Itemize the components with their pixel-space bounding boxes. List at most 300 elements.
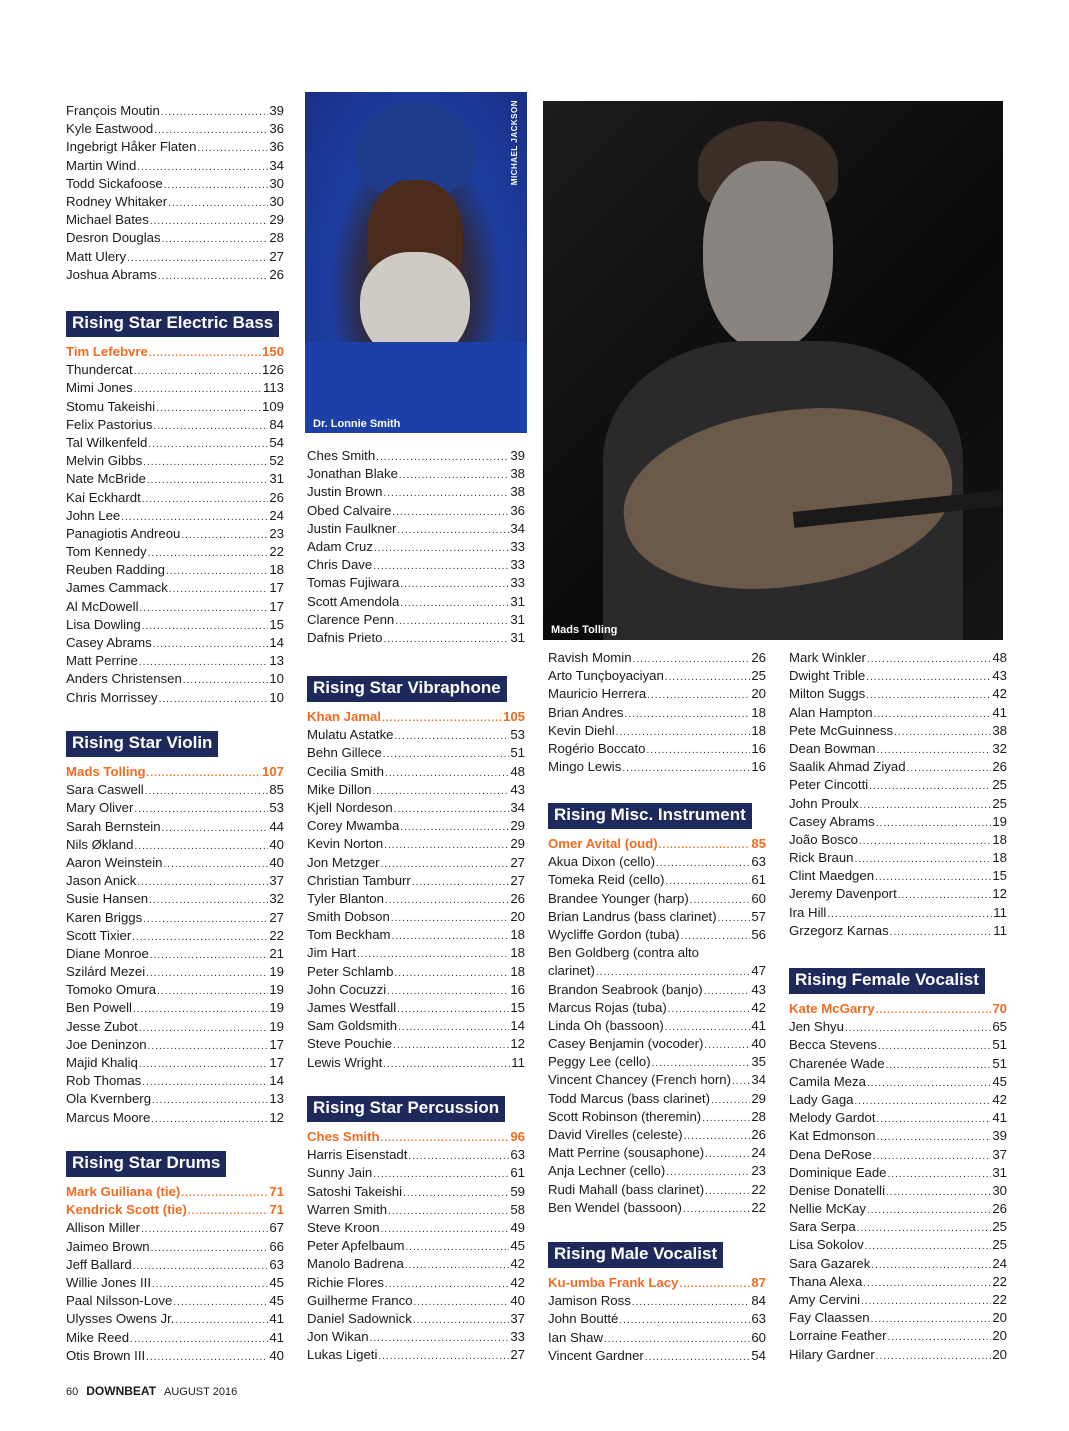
- list-item: [548, 1017, 766, 1035]
- leader-dots: [412, 874, 510, 892]
- entry-name: Matt Ulery: [66, 248, 127, 264]
- list-item: [66, 872, 284, 890]
- column-3: [548, 649, 766, 776]
- entry-name: Majid Khaliq: [66, 1055, 138, 1070]
- entry-votes: 37: [269, 873, 284, 889]
- list-item: [789, 740, 1007, 758]
- list-item: [307, 872, 525, 890]
- entry-votes: 42: [992, 1091, 1007, 1107]
- entry-votes: 27: [269, 248, 284, 264]
- entry-votes: 71: [269, 1202, 284, 1218]
- entry-votes: 35: [751, 1054, 766, 1070]
- entry-votes: 12: [269, 1109, 284, 1125]
- entry-name: Scott Tixier: [66, 927, 132, 943]
- bass-continued-list: [66, 102, 284, 284]
- leader-dots: [702, 1110, 750, 1128]
- entry-votes: 150: [261, 344, 284, 359]
- list-item: [307, 817, 525, 835]
- leader-dots: [647, 742, 751, 760]
- issue-date: AUGUST 2016: [164, 1386, 238, 1398]
- leader-dots: [137, 874, 268, 892]
- entry-votes: 32: [992, 740, 1007, 756]
- entry-votes: 22: [269, 544, 284, 560]
- list-item: [66, 927, 284, 945]
- entry-name: David Virelles (celeste): [548, 1127, 683, 1142]
- list-item: [66, 854, 284, 872]
- list-item: [307, 1219, 525, 1237]
- entry-votes: 16: [510, 981, 525, 997]
- leader-dots: [871, 1311, 992, 1329]
- entry-votes: 31: [510, 593, 525, 609]
- entry-name: Jason Anick: [66, 873, 137, 889]
- entry-votes: 18: [510, 927, 525, 943]
- entry-name: Becca Stevens: [789, 1037, 877, 1053]
- entry-votes: 48: [510, 763, 525, 779]
- entry-name: Joe Deninzon: [66, 1036, 147, 1052]
- entry-votes: 13: [269, 653, 284, 669]
- list-item: [66, 963, 284, 981]
- list-item: [548, 1181, 766, 1199]
- list-item: [548, 1199, 766, 1217]
- list-item: [789, 758, 1007, 776]
- entry-name: Dena DeRose: [789, 1146, 872, 1162]
- list-item: [66, 652, 284, 670]
- entry-name: Paal Nilsson-Love: [66, 1293, 173, 1309]
- leader-dots: [867, 1075, 991, 1093]
- entry-name: Dominique Eade: [789, 1164, 887, 1180]
- entry-votes: 11: [511, 1054, 525, 1070]
- entry-name: Kate McGarry: [789, 1001, 875, 1016]
- list-item: [66, 211, 284, 229]
- list-item: [66, 818, 284, 836]
- leader-dots: [139, 1020, 268, 1038]
- entry-votes: 63: [751, 1311, 766, 1327]
- list-item: [66, 836, 284, 854]
- leader-dots: [159, 691, 269, 709]
- entry-votes: 63: [751, 854, 766, 870]
- entry-name: Thana Alexa: [789, 1273, 863, 1289]
- entry-name: Panagiotis Andreou: [66, 525, 181, 541]
- leader-dots: [141, 1221, 268, 1239]
- leader-dots: [878, 1038, 991, 1056]
- leader-dots: [133, 1258, 269, 1276]
- entry-votes: 22: [751, 1181, 766, 1197]
- leader-dots: [391, 910, 510, 928]
- leader-dots: [394, 801, 510, 819]
- entry-votes: 59: [510, 1183, 525, 1199]
- entry-name: John Proulx: [789, 795, 859, 811]
- list-item: [66, 981, 284, 999]
- leader-dots: [384, 631, 510, 649]
- winner-row: [66, 763, 284, 781]
- list-item: [66, 634, 284, 652]
- list-item: [66, 193, 284, 211]
- column-1: [66, 102, 284, 284]
- entry-name: Dafnis Prieto: [307, 629, 383, 645]
- entry-name: Clarence Penn: [307, 611, 395, 627]
- leader-dots: [150, 947, 268, 965]
- entry-name: Kendrick Scott (tie): [66, 1202, 187, 1218]
- leader-dots: [387, 983, 509, 1001]
- list-item: [789, 1255, 1007, 1273]
- entry-votes: 40: [269, 854, 284, 870]
- entry-votes: 18: [751, 704, 766, 720]
- list-item: [66, 489, 284, 507]
- list-item: [789, 685, 1007, 703]
- list-item: [548, 890, 766, 908]
- entry-votes: 87: [751, 1275, 766, 1290]
- entry-votes: 17: [269, 598, 284, 614]
- leader-dots: [143, 454, 268, 472]
- percussion-section: [307, 1096, 525, 1364]
- winner-row: [789, 1000, 1007, 1018]
- entry-votes: 40: [269, 1347, 284, 1363]
- leader-dots: [148, 545, 269, 563]
- list-item: [789, 1236, 1007, 1254]
- entry-votes: 17: [269, 1055, 284, 1070]
- leader-dots: [863, 1275, 991, 1293]
- list-item: [66, 890, 284, 908]
- leader-dots: [147, 472, 268, 490]
- leader-dots: [392, 928, 510, 946]
- entry-votes: 61: [751, 872, 766, 888]
- list-item: [789, 867, 1007, 885]
- list-item: [548, 1162, 766, 1180]
- entry-name: Ches Smith: [307, 448, 376, 463]
- percussion-list: [307, 1128, 525, 1364]
- photo-credit: MICHAEL JACKSON: [510, 100, 519, 186]
- list-item: [548, 667, 766, 685]
- list-item: [548, 704, 766, 722]
- entry-name: Hilary Gardner: [789, 1346, 875, 1362]
- list-item: [66, 157, 284, 175]
- list-item: [307, 1328, 525, 1346]
- list-item: [548, 758, 766, 776]
- entry-votes: 71: [269, 1184, 284, 1199]
- entry-name: Mimi Jones: [66, 380, 133, 396]
- entry-votes: 20: [992, 1346, 1007, 1362]
- list-item: [789, 1182, 1007, 1200]
- entry-name: Desron Douglas: [66, 230, 161, 246]
- leader-dots: [162, 231, 269, 249]
- entry-name: Daniel Sadownick: [307, 1310, 412, 1326]
- leader-dots: [181, 527, 268, 545]
- entry-name: Chris Morrissey: [66, 689, 158, 705]
- leader-dots: [399, 467, 509, 485]
- entry-votes: 126: [261, 362, 284, 378]
- list-item: [307, 781, 525, 799]
- list-item: [789, 667, 1007, 685]
- entry-name: Christian Tamburr: [307, 872, 411, 888]
- entry-votes: 26: [510, 890, 525, 906]
- list-item: [307, 1183, 525, 1201]
- list-item: [66, 670, 284, 688]
- list-item: [66, 799, 284, 817]
- violin-list: [66, 763, 284, 1127]
- entry-name: Ku-umba Frank Lacy: [548, 1275, 679, 1290]
- entry-name: Ingebrigt Håker Flaten: [66, 139, 197, 155]
- entry-name: Peter Cincotti: [789, 777, 869, 793]
- entry-name: Mike Reed: [66, 1329, 130, 1345]
- list-item: [789, 649, 1007, 667]
- entry-name: Mingo Lewis: [548, 759, 622, 775]
- entry-votes: 105: [502, 709, 525, 724]
- leader-dots: [161, 104, 269, 122]
- entry-votes: 15: [269, 616, 284, 632]
- entry-name: Thundercat: [66, 362, 133, 378]
- entry-name: Ira Hill: [789, 904, 827, 920]
- list-item: [66, 266, 284, 284]
- entry-votes: 25: [992, 1237, 1007, 1253]
- leader-dots: [183, 672, 269, 690]
- male-vocalist-continued-list: [789, 649, 1007, 940]
- entry-votes: 31: [510, 611, 525, 627]
- entry-votes: 20: [992, 1310, 1007, 1326]
- leader-dots: [134, 363, 261, 381]
- leader-dots: [370, 1330, 510, 1348]
- list-item: [307, 483, 525, 501]
- entry-name: John Lee: [66, 507, 121, 523]
- entry-votes: 34: [510, 520, 525, 536]
- entry-name: Milton Suggs: [789, 686, 866, 702]
- entry-name: Kat Edmonson: [789, 1128, 876, 1144]
- leader-dots: [393, 1037, 509, 1055]
- entry-name: Mark Guiliana (tie): [66, 1184, 181, 1199]
- winner-row: [548, 835, 766, 853]
- entry-name: Willie Jones III: [66, 1274, 152, 1290]
- leader-dots: [732, 1073, 750, 1091]
- entry-name: Diane Monroe: [66, 945, 149, 961]
- leader-dots: [392, 504, 509, 522]
- list-item: [307, 799, 525, 817]
- leader-dots: [860, 797, 992, 815]
- leader-dots: [857, 1220, 992, 1238]
- entry-votes: 26: [751, 650, 766, 665]
- entry-votes: 12: [992, 886, 1007, 902]
- list-item: [307, 1292, 525, 1310]
- entry-name: Karen Briggs: [66, 909, 143, 925]
- entry-name: Charenée Wade: [789, 1055, 885, 1071]
- entry-votes: 41: [992, 1110, 1007, 1126]
- list-item: [66, 398, 284, 416]
- list-item: [66, 175, 284, 193]
- entry-name: Tom Beckham: [307, 927, 391, 943]
- face-shape: [703, 161, 833, 351]
- leader-dots: [400, 576, 509, 594]
- entry-votes: 31: [510, 629, 525, 645]
- entry-name: Denise Donatelli: [789, 1182, 886, 1198]
- entry-votes: 21: [269, 945, 284, 961]
- entry-name: João Bosco: [789, 831, 858, 847]
- list-item: [789, 813, 1007, 831]
- list-item: [548, 740, 766, 758]
- magazine-name: DOWNBEAT: [86, 1384, 157, 1398]
- entry-votes: 27: [510, 854, 525, 870]
- entry-votes: 17: [269, 1036, 284, 1052]
- female-vocalist-list: [789, 1000, 1007, 1364]
- entry-votes: 37: [992, 1146, 1007, 1162]
- leader-dots: [898, 887, 992, 905]
- list-item: [548, 649, 766, 667]
- list-item: [66, 1090, 284, 1108]
- entry-name: Marcus Rojas (tuba): [548, 999, 667, 1015]
- entry-votes: 39: [992, 1128, 1007, 1144]
- leader-dots: [388, 1203, 509, 1221]
- misc-instrument-section: [548, 803, 766, 1217]
- entry-votes: 60: [751, 890, 766, 906]
- list-item: [66, 689, 284, 707]
- entry-votes: 45: [992, 1073, 1007, 1089]
- entry-votes: 24: [269, 507, 284, 523]
- entry-name: Jeremy Davenport: [789, 886, 897, 902]
- winner-row: [548, 1274, 766, 1292]
- entry-votes: 45: [269, 1293, 284, 1309]
- drums-list: [66, 1183, 284, 1365]
- entry-name: Stomu Takeishi: [66, 398, 156, 414]
- winner-row: [66, 343, 284, 361]
- leader-dots: [130, 1331, 268, 1349]
- leader-dots: [855, 851, 992, 869]
- leader-dots: [869, 778, 991, 796]
- entry-name: Justin Faulkner: [307, 520, 397, 536]
- leader-dots: [711, 1092, 750, 1110]
- list-item: [307, 926, 525, 944]
- entry-votes: 23: [269, 525, 284, 541]
- list-item: [307, 1255, 525, 1273]
- entry-name: Melvin Gibbs: [66, 453, 143, 469]
- leader-dots: [704, 1037, 750, 1055]
- leader-dots: [395, 728, 510, 746]
- entry-name: Sam Goldsmith: [307, 1018, 398, 1034]
- entry-name: Ola Kvernberg: [66, 1091, 152, 1107]
- entry-name: François Moutin: [66, 103, 160, 118]
- leader-dots: [403, 1185, 509, 1203]
- entry-votes: 40: [751, 1036, 766, 1052]
- leader-dots: [397, 1001, 509, 1019]
- entry-votes: 66: [269, 1238, 284, 1254]
- entry-votes: 18: [269, 562, 284, 578]
- leader-dots: [867, 651, 991, 669]
- entry-name: Rudi Mahall (bass clarinet): [548, 1181, 705, 1197]
- leader-dots: [398, 1019, 509, 1037]
- photo-caption: Mads Tolling: [551, 624, 618, 636]
- list-item: [307, 908, 525, 926]
- entry-votes: 44: [269, 818, 284, 834]
- list-item: [66, 379, 284, 397]
- entry-votes: 16: [751, 740, 766, 756]
- list-item: [307, 1054, 525, 1072]
- entry-votes: 85: [269, 782, 284, 798]
- list-item: [307, 763, 525, 781]
- entry-name: Adam Cruz: [307, 538, 373, 554]
- list-item: [307, 465, 525, 483]
- leader-dots: [151, 1240, 269, 1258]
- list-item: [66, 1310, 284, 1328]
- list-item: [307, 744, 525, 762]
- entry-name: Camila Meza: [789, 1073, 866, 1089]
- entry-votes: 31: [992, 1164, 1007, 1180]
- list-item: [789, 1291, 1007, 1309]
- list-item: [789, 831, 1007, 849]
- entry-name: Sara Serpa: [789, 1219, 856, 1235]
- entry-name: Allison Miller: [66, 1220, 141, 1236]
- leader-dots: [619, 1312, 750, 1330]
- list-item: [307, 447, 525, 465]
- list-item: [307, 1274, 525, 1292]
- list-item: [66, 229, 284, 247]
- entry-votes: 57: [751, 908, 766, 924]
- list-item: [66, 1292, 284, 1310]
- entry-votes: 65: [992, 1019, 1007, 1035]
- leader-dots: [395, 613, 509, 631]
- entry-name: Mike Dillon: [307, 781, 372, 797]
- entry-votes: 26: [269, 266, 284, 282]
- section-header: Rising Star Electric Bass: [66, 311, 279, 337]
- list-item: [789, 1127, 1007, 1145]
- winner-row: [307, 708, 525, 726]
- entry-name: Wycliffe Gordon (tuba): [548, 926, 680, 942]
- leader-dots: [151, 1111, 268, 1129]
- entry-name: Dean Bowman: [789, 740, 876, 756]
- leader-dots: [385, 765, 509, 783]
- list-item: [789, 1164, 1007, 1182]
- male-vocalist-list: [548, 1274, 766, 1365]
- leader-dots: [683, 1201, 750, 1219]
- leader-dots: [625, 706, 751, 724]
- leader-dots: [148, 436, 268, 454]
- entry-name: Grzegorz Karnas: [789, 922, 889, 938]
- list-item: [307, 1035, 525, 1053]
- entry-votes: 42: [510, 1274, 525, 1290]
- entry-votes: 41: [269, 1329, 284, 1345]
- list-item: [307, 1164, 525, 1182]
- entry-votes: 27: [269, 909, 284, 925]
- entry-votes: 53: [269, 800, 284, 816]
- leader-dots: [383, 1056, 510, 1074]
- leader-dots: [705, 1146, 750, 1164]
- list-item: [66, 999, 284, 1017]
- entry-votes: 18: [992, 850, 1007, 866]
- entry-name: Jon Metzger: [307, 854, 380, 870]
- entry-name: Jim Hart: [307, 945, 357, 961]
- list-item: [789, 1055, 1007, 1073]
- list-item: [66, 248, 284, 266]
- entry-name: Clint Maedgen: [789, 868, 875, 884]
- entry-votes: 27: [510, 872, 525, 888]
- entry-name: Mary Oliver: [66, 800, 134, 816]
- entry-votes: 19: [992, 813, 1007, 829]
- entry-name: Jaimeo Brown: [66, 1238, 150, 1254]
- entry-votes: 49: [510, 1219, 525, 1235]
- entry-votes: 34: [751, 1072, 766, 1088]
- female-vocalist-section: [789, 968, 1007, 1364]
- list-item: [548, 1144, 766, 1162]
- drums-continued-list: [307, 447, 525, 647]
- column-2: [307, 447, 525, 647]
- list-item: [789, 722, 1007, 740]
- entry-name: Akua Dixon (cello): [548, 854, 656, 870]
- list-item: [66, 525, 284, 543]
- entry-votes: 54: [269, 434, 284, 450]
- page-number: 60: [66, 1386, 79, 1398]
- leader-dots: [146, 965, 268, 983]
- entry-name: Sarah Bernstein: [66, 818, 161, 834]
- leader-dots: [153, 636, 269, 654]
- leader-dots: [907, 760, 992, 778]
- entry-name: Todd Marcus (bass clarinet): [548, 1090, 710, 1106]
- entry-name: Vincent Chancey (French horn): [548, 1072, 732, 1088]
- list-item: [66, 1347, 284, 1365]
